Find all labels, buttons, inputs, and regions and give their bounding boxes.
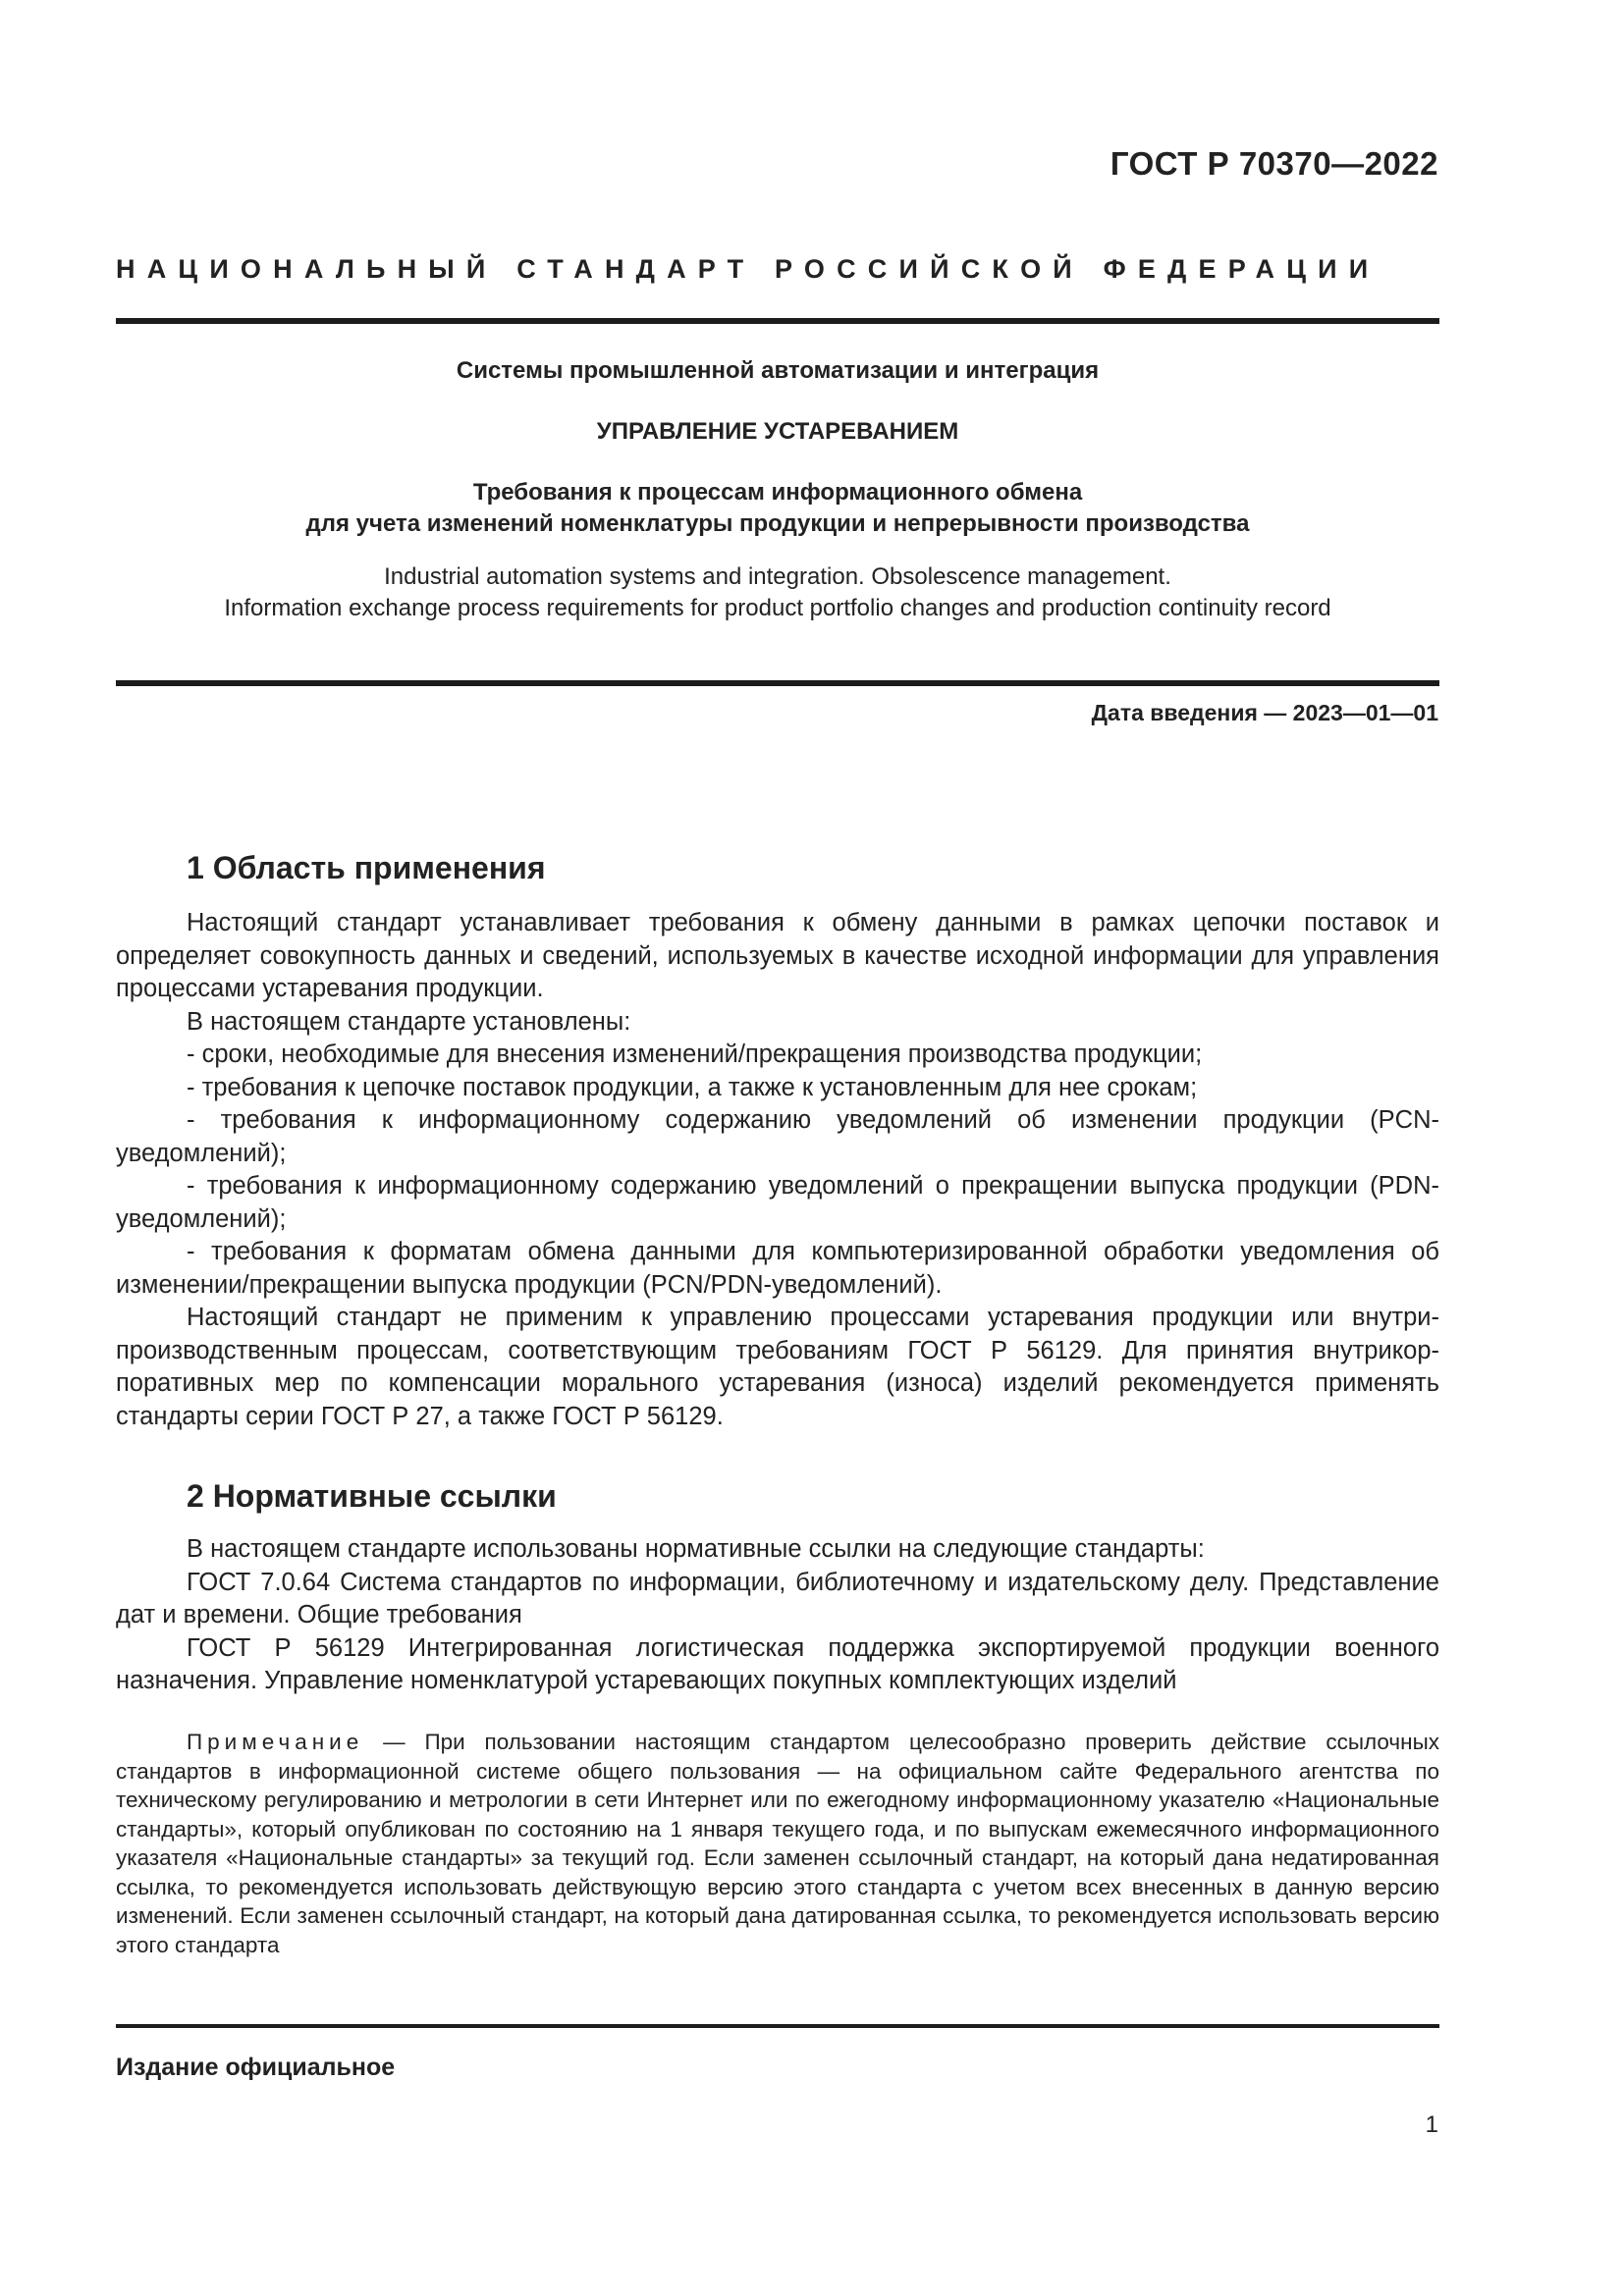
- middle-rule: [116, 680, 1439, 686]
- english-title-line-1: Industrial automation systems and integration. Obsolescence management.: [384, 563, 1171, 590]
- reference-gost-r-56129: ГОСТ Р 56129 Интегрированная логистическая поддержка экспортируемой продукции военного назначения. Управление номенклатурой устаревающих покупных комплектующих изделий: [116, 1633, 1439, 1694]
- title-line-2: УПРАВЛЕНИЕ УСТАРЕВАНИЕМ: [596, 418, 959, 445]
- english-title-line-2: Information exchange process requirements for product portfolio changes and production continuity record: [224, 595, 1331, 621]
- top-rule: [116, 318, 1439, 324]
- section-2: [116, 1476, 1439, 1698]
- section-1-paragraph-1: Настоящий стандарт устанавливает требования к обмену данными в рамках цепочки поставок и определяет совокупность данных и сведений, используемых в качестве исходной информации для управления процессами устаревания продукции.: [116, 909, 1439, 1002]
- section-2-paragraph-1: В настоящем стандарте использованы нормативные ссылки на следующие стандарты:: [187, 1535, 1205, 1563]
- section-1-heading: 1 Область применения: [187, 850, 546, 885]
- bottom-rule: [116, 2024, 1439, 2028]
- date-of-introduction: Дата введения — 2023—01—01: [1091, 700, 1438, 725]
- title-line-4: для учета изменений номенклатуры продукции и непрерывности производства: [305, 510, 1250, 537]
- section-1-paragraph-3: Настоящий стандарт не применим к управлению процессами устаревания продукции или внутрипроизводственным процессам, соответствующим требованиям ГОСТ Р 56129. Для принятия внутрикорпоративных мер по компенсации морального устаревания (износа) изделий рекомендуется применять стандарты серии ГОСТ Р 27, а также ГОСТ Р 56129.: [116, 1304, 1439, 1430]
- list-item: - требования к форматам обмена данными для компьютеризированной обработки уведомления об изменении/прекращении выпуска продукции (PCN/PDN-уведомлений).: [116, 1238, 1439, 1299]
- list-item: - требования к информационному содержанию уведомлений о прекращении выпуска продукции (PDN-уведомлений);: [116, 1172, 1439, 1233]
- title-line-1: Системы промышленной автоматизации и интеграция: [456, 357, 1100, 384]
- national-standard-title: НАЦИОНАЛЬНЫЙ СТАНДАРТ РОССИЙСКОЙ ФЕДЕРАЦИИ: [116, 254, 1380, 284]
- list-item: - сроки, необходимые для внесения изменений/прекращения производства продукции;: [187, 1041, 1203, 1068]
- title-block: [116, 355, 1439, 624]
- note-text: — При пользовании настоящим стандартом целесообразно проверить действие ссылочных стандартов в информационной системе общего пользования — на официальном сайте Федерального агентства по техническому регулированию и метрологии в сети Интернет или по ежегодному информационному указателю «Национальные стандарты», который опубликован по состоянию на 1 января текущего года, и по выпускам ежемесячного информационного указателя «Национальные стандарты» за текущий год. Если заменен ссылочный стандарт, на который дана недатированная ссылка, то рекомендуется использовать действующую версию этого стандарта с учетом всех внесенных в данную версию изменений. Если заменен ссылочный стандарт, на который дана датированная ссылка, то рекомендуется использовать версию этого стандарта: [116, 1730, 1439, 1957]
- section-1-paragraph-2: В настоящем стандарте установлены:: [187, 1007, 631, 1036]
- note-label: Примечание: [187, 1730, 364, 1754]
- list-item: - требования к информационному содержанию уведомлений об изменении продукции (PCN-уведомлений);: [116, 1106, 1439, 1167]
- section-2-heading: 2 Нормативные ссылки: [187, 1478, 557, 1514]
- page-number: 1: [1425, 2111, 1438, 2138]
- note: [116, 1728, 1439, 1959]
- section-1: [116, 848, 1439, 1433]
- standard-number: ГОСТ Р 70370—2022: [1110, 145, 1438, 182]
- reference-gost-7-0-64: ГОСТ 7.0.64 Система стандартов по информации, библиотечному и издательскому делу. Представление дат и времени. Общие требования: [116, 1568, 1439, 1629]
- title-line-3: Требования к процессам информационного обмена: [472, 479, 1083, 506]
- official-edition-label: Издание официальное: [116, 2054, 396, 2081]
- list-item: - требования к цепочке поставок продукции, а также к установленным для нее срокам;: [187, 1073, 1198, 1101]
